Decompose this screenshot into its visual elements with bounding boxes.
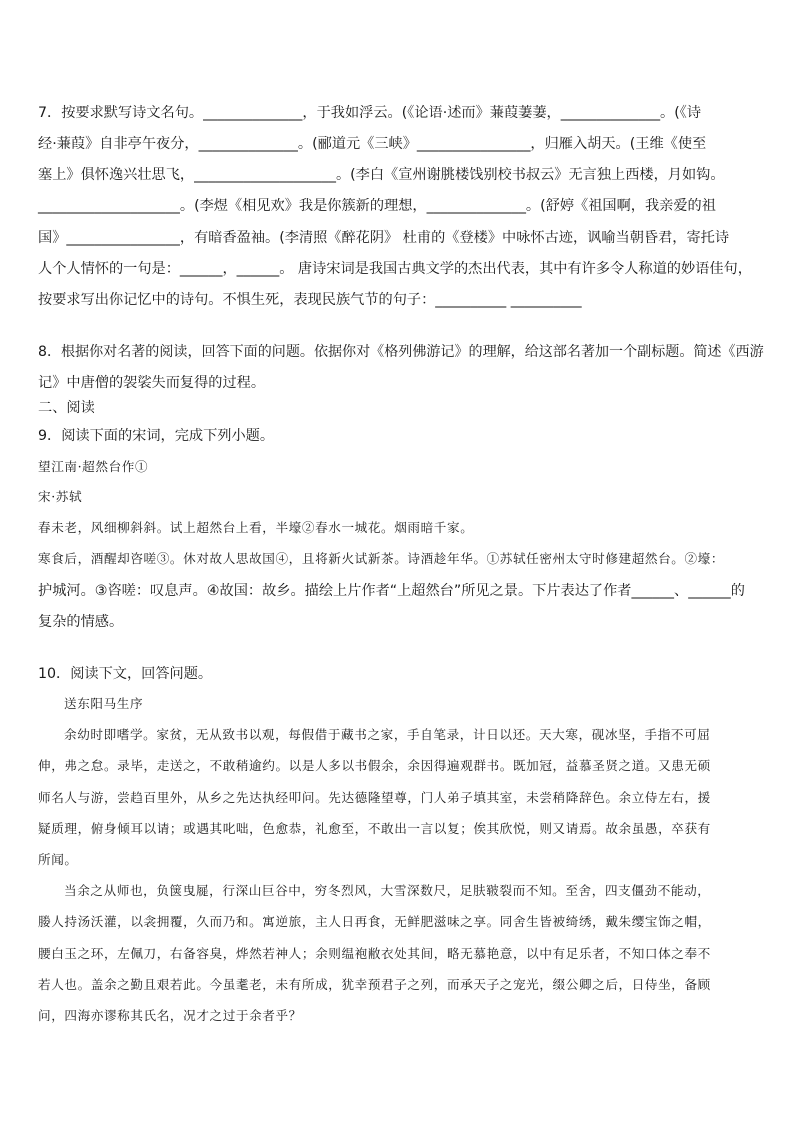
section-heading-reading: 二、阅读	[38, 400, 95, 416]
q9-prompt: 9．阅读下面的宋词，完成下列小题。	[38, 428, 275, 444]
q10-prompt: 10．阅读下文，回答问题。	[38, 666, 213, 682]
essay-para1-line-1: 余幼时即嗜学。家贫，无从致书以观，每假借于藏书之家，手自笔录，计日以还。天大寒，砚冰坚，手指不可屈	[64, 727, 711, 742]
essay-para2-line-2: 媵人持汤沃灌，以衾拥覆，久而乃和。寓逆旅，主人日再食，无鲜肥滋味之享。同舍生皆被绮绣，戴朱缨宝饰之帽，	[38, 914, 711, 929]
q7-line-1: 7．按要求默写诗文名句。______________，于我如浮云。(《论语·述而》蒹葭萋萋，______________。(《诗	[38, 105, 702, 121]
q7-line-3: 塞上》俱怀逸兴壮思飞，____________________。(李白《宣州谢朓楼饯别校书叔云》无言独上西楼，月如钩。	[38, 167, 725, 183]
q7-line-2: 经·蒹葭》自非亭午夜分，______________。(郦道元《三峡》________________，归雁入胡天。(王维《使至	[38, 136, 707, 152]
essay-para2-line-3: 腰白玉之环，左佩刀，右备容臭，烨然若神人；余则缊袍敝衣处其间，略无慕艳意，以中有足乐者，不知口体之奉不	[38, 946, 711, 961]
q8-line-2: 记》中唐僧的袈裟失而复得的过程。	[38, 375, 266, 391]
q7-line-5: 国》________________，有暗香盈袖。(李清照《醉花阴》 杜甫的《登楼》中咏怀古迹，讽喻当朝昏君，寄托诗	[38, 230, 730, 246]
poem-line-3: 护城河。③咨嗟：叹息声。④故国：故乡。描绘上片作者“上超然台”所见之景。下片表达了作者______、______的	[38, 583, 745, 599]
poem-title: 望江南·超然台作①	[38, 459, 149, 474]
essay-title: 送东阳马生序	[64, 696, 144, 711]
poem-line-2: 寒食后，酒醒却咨嗟③。休对故人思故国④，且将新火试新茶。诗酒趁年华。①苏轼任密州太守时修建超然台。②壕：	[38, 551, 725, 566]
q7-line-4: ____________________。(李煜《相见欢》我是你簇新的理想，______________。(舒婷《祖国啊，我亲爱的祖	[38, 198, 716, 214]
q7-line-7: 按要求写出你记忆中的诗句。不惧生死，表现民族气节的句子：__________ __________	[38, 292, 582, 308]
essay-para2-line-4: 若人也。盖余之勤且艰若此。今虽耄老，未有所成，犹幸预君子之列，而承天子之宠光，缀公卿之后，日侍坐，备顾	[38, 977, 711, 992]
essay-para2-line-1: 当余之从师也，负箧曳屣，行深山巨谷中，穷冬烈风，大雪深数尺，足肤皲裂而不知。至舍，四支僵劲不能动，	[64, 883, 711, 898]
essay-para2-line-5: 问，四海亦谬称其氏名，况才之过于余者乎？	[38, 1008, 302, 1023]
essay-para1-line-3: 师名人与游，尝趋百里外，从乡之先达执经叩问。先达德隆望尊，门人弟子填其室，未尝稍降辞色。余立侍左右，援	[38, 790, 711, 805]
essay-para1-line-2: 伸，弗之怠。录毕，走送之，不敢稍逾约。以是人多以书假余，余因得遍观群书。既加冠，益慕圣贤之道。又患无硕	[38, 758, 711, 773]
poem-line-4: 复杂的情感。	[38, 614, 124, 630]
poem-line-1: 春未老，风细柳斜斜。试上超然台上看，半壕②春水一城花。烟雨暗千家。	[38, 520, 474, 535]
q8-line-1: 8．根据你对名著的阅读，回答下面的问题。依据你对《格列佛游记》的理解，给这部名著加一个副标题。简述《西游	[38, 344, 764, 360]
essay-para1-line-5: 所闻。	[38, 852, 78, 867]
poem-author: 宋·苏轼	[38, 489, 83, 504]
q7-line-6: 人个人情怀的一句是：______，______。 唐诗宋词是我国古典文学的杰出代表，其中有许多令人称道的妙语佳句，	[38, 261, 752, 277]
essay-para1-line-4: 疑质理，俯身倾耳以请；或遇其叱咄，色愈恭，礼愈至，不敢出一言以复；俟其欣悦，则又请焉。故余虽愚，卒获有	[38, 821, 711, 836]
